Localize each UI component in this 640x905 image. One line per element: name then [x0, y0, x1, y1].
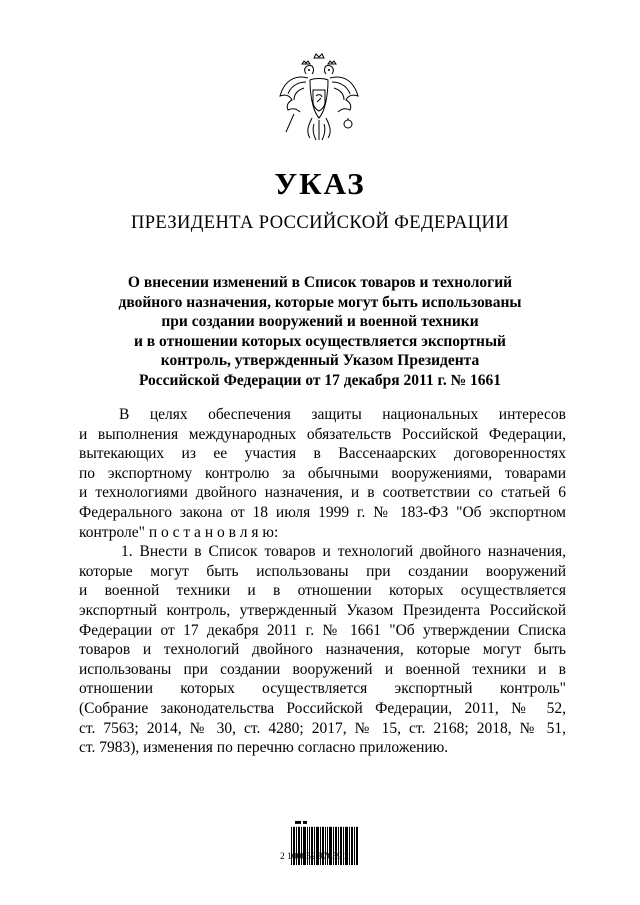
decree-heading: [100, 273, 540, 390]
heading-line: О внесении изменений в Список товаров и технологий: [127, 274, 513, 291]
preamble-line: по экспортному контролю за обычными вооружениями, товарами: [79, 464, 566, 482]
item-line: ст. 7983), изменения по перечню согласно приложению.: [79, 739, 449, 757]
preamble-line: контроле" п о с т а н о в л я ю:: [79, 523, 279, 541]
barcode-number: 2 100052 97059 2: [280, 852, 349, 862]
item-line: экспортный контроль, утвержденный Указом Президента Российской: [79, 601, 566, 619]
item-line: Федерации от 17 декабря 2011 г. № 1661 "Об утверждении Списка: [79, 621, 566, 639]
decree-title: УКАЗ: [274, 166, 366, 201]
item-line: и военной техники и в отношении которых осуществляется: [79, 582, 566, 600]
decree-body: [79, 405, 566, 758]
heading-line: контроль, утвержденный Указом Президента: [160, 352, 480, 369]
preamble-line: вытекающих из ее участия в Вассенаарских договоренностях: [79, 445, 566, 463]
heading-line: Российской Федерации от 17 декабря 2011 г. № 1661: [138, 371, 502, 389]
preamble-line: В целях обеспечения защиты национальных интересов: [119, 406, 566, 423]
item-line: использованы при создании вооружений и военной техники и в: [79, 660, 566, 678]
heading-line: двойного назначения, которые могут быть использованы: [118, 293, 522, 311]
item-line: (Собрание законодательства Российской Федерации, 2011, № 52,: [79, 699, 566, 717]
item-line: отношении которых осуществляется экспортный контроль": [79, 680, 566, 698]
item-line: ст. 7563; 2014, № 30, ст. 4280; 2017, № 15, ст. 2168; 2018, № 51,: [79, 719, 566, 737]
preamble-line: Федерального закона от 18 июля 1999 г. № 183-ФЗ "Об экспортном: [79, 503, 566, 521]
preamble-line: и технологиями двойного назначения, и в соответствии со статьей 6: [79, 484, 566, 502]
coat-of-arms-emblem: [276, 52, 362, 146]
item-line: 1. Внести в Список товаров и технологий двойного назначения,: [121, 543, 566, 561]
decree-issuer: ПРЕЗИДЕНТА РОССИЙСКОЙ ФЕДЕРАЦИИ: [130, 213, 510, 233]
item-line: товаров и технологий двойного назначения, которые могут быть: [79, 641, 566, 659]
heading-line: при создании вооружений и военной техники: [161, 313, 479, 330]
item-line: которые могут быть использованы при создании вооружений: [79, 562, 566, 580]
heading-line: и в отношении которых осуществляется экспортный: [134, 332, 506, 350]
preamble-line: и выполнения международных обязательств Российской Федерации,: [79, 425, 566, 443]
